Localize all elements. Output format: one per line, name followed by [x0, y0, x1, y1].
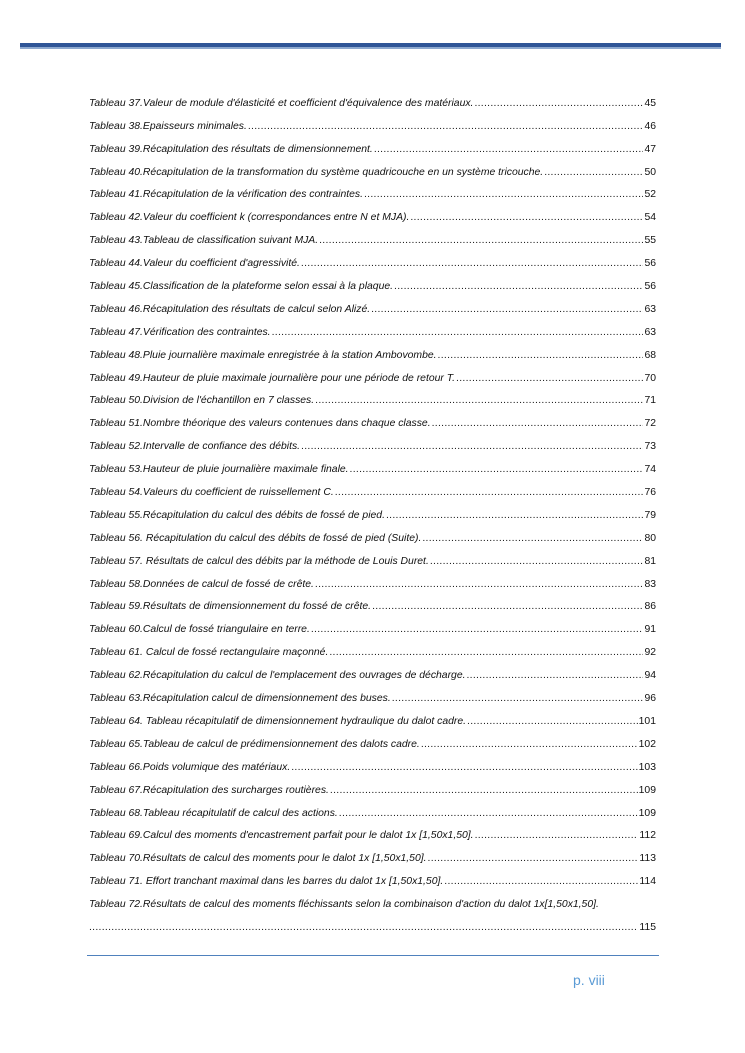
dot-leader	[315, 395, 643, 406]
toc-entry[interactable]	[89, 338, 656, 361]
dot-leader	[315, 579, 644, 590]
toc-entry-page: 45	[644, 97, 656, 109]
toc-entry[interactable]	[89, 658, 656, 681]
toc-entry-page: 76	[644, 487, 656, 499]
toc-entry[interactable]	[89, 773, 656, 796]
toc-entry[interactable]	[89, 178, 656, 201]
footer-rule	[87, 955, 659, 956]
toc-entry-page: 103	[638, 761, 656, 773]
toc-entry-label: Tableau 58.Données de calcul de fossé de crête.	[89, 578, 314, 590]
dot-leader	[430, 556, 644, 567]
toc-entry[interactable]	[89, 544, 656, 567]
dot-leader	[350, 464, 644, 475]
toc-entry-label: Tableau 61. Calcul de fossé rectangulaire maçonné.	[89, 647, 329, 659]
toc-entry-page: 101	[638, 715, 656, 727]
toc-entry-label: Tableau 45.Classification de la plateforme selon essai à la plaque.	[89, 281, 394, 293]
dot-leader	[371, 304, 643, 315]
toc-entry[interactable]	[89, 429, 656, 452]
dot-leader	[467, 716, 638, 727]
toc-entry-page: 74	[644, 464, 656, 476]
toc-entry-label: Tableau 39.Récapitulation des résultats de dimensionnement.	[89, 143, 373, 155]
toc-entry-label: Tableau 66.Poids volumique des matériaux.	[89, 761, 291, 773]
toc-entry-label: Tableau 70.Résultats de calcul des moments pour le dalot 1x [1,50x1,50].	[89, 853, 427, 865]
toc-entry-page: 52	[644, 189, 656, 201]
dot-leader	[394, 281, 643, 292]
toc-entry-label: Tableau 60.Calcul de fossé triangulaire en terre.	[89, 624, 310, 636]
toc-entry[interactable]	[89, 750, 656, 773]
toc-entry[interactable]	[89, 109, 656, 132]
toc-entry-wrapped[interactable]	[89, 887, 656, 910]
dot-leader	[386, 510, 643, 521]
toc-entry-label: Tableau 50.Division de l'échantillon en 7 classes.	[89, 395, 315, 407]
toc-entry-label: Tableau 37.Valeur de module d'élasticité et coefficient d'équivalence des matériaux.	[89, 97, 474, 109]
toc-entry-page: 70	[644, 372, 656, 384]
toc-entry[interactable]	[89, 796, 656, 819]
toc-entry[interactable]	[89, 246, 656, 269]
toc-entry[interactable]	[89, 132, 656, 155]
dot-leader	[372, 601, 643, 612]
dot-leader	[474, 98, 643, 109]
toc-entry-label: Tableau 42.Valeur du coefficient k (correspondances entre N et MJA).	[89, 212, 410, 224]
toc-entry-page: 115	[639, 921, 656, 933]
toc-entry-page: 79	[644, 509, 656, 521]
toc-entry-page: 47	[644, 143, 656, 155]
toc-entry[interactable]	[89, 223, 656, 246]
toc-entry-label: Tableau 49.Hauteur de pluie maximale journalière pour une période de retour T.	[89, 372, 456, 384]
toc-entry-page: 50	[644, 166, 656, 178]
toc-entry-label: Tableau 67.Récapitulation des surcharges routières.	[89, 784, 329, 796]
toc-entry-label: Tableau 38.Epaisseurs minimales.	[89, 120, 247, 132]
dot-leader	[329, 647, 643, 658]
toc-entry-page: 80	[644, 532, 656, 544]
toc-entry-label: Tableau 64. Tableau récapitulatif de dimensionnement hydraulique du dalot cadre.	[89, 715, 467, 727]
toc-entry[interactable]	[89, 612, 656, 635]
dot-leader	[438, 350, 644, 361]
toc-entry-page: 63	[644, 326, 656, 338]
dot-leader	[330, 785, 638, 796]
toc-entry-label: Tableau 56. Récapitulation du calcul des débits de fossé de pied (Suite).	[89, 532, 422, 544]
toc-entry[interactable]	[89, 590, 656, 613]
dot-leader	[335, 487, 644, 498]
toc-entry-label: Tableau 44.Valeur du coefficient d'agressivité.	[89, 258, 300, 270]
dot-leader	[301, 441, 643, 452]
toc-entry[interactable]	[89, 635, 656, 658]
toc-entry-label: Tableau 65.Tableau de calcul de prédimensionnement des dalots cadre.	[89, 738, 420, 750]
toc-entry-page: 114	[639, 876, 656, 888]
toc-entry-label: Tableau 57. Résultats de calcul des débits par la méthode de Louis Duret.	[89, 555, 429, 567]
dot-leader	[291, 762, 637, 773]
toc-entry-label: Tableau 68.Tableau récapitulatif de calcul des actions.	[89, 807, 338, 819]
toc-entry[interactable]	[89, 727, 656, 750]
dot-leader	[339, 808, 638, 819]
toc-entry-continuation	[89, 910, 656, 933]
toc-entry-label: Tableau 69.Calcul des moments d'encastrement parfait pour le dalot 1x [1,50x1,50].	[89, 830, 474, 842]
toc-entry-page: 109	[638, 784, 656, 796]
toc-entry-page: 86	[644, 601, 656, 613]
toc-entry-page: 113	[639, 853, 656, 865]
dot-leader	[432, 418, 644, 429]
toc-entry-label: Tableau 48.Pluie journalière maximale enregistrée à la station Ambovombe.	[89, 349, 437, 361]
toc-entry[interactable]	[89, 864, 656, 887]
toc-entry-label: Tableau 55.Récapitulation du calcul des débits de fossé de pied.	[89, 509, 385, 521]
toc-entry-label: Tableau 43.Tableau de classification suivant MJA.	[89, 235, 319, 247]
toc-entry-page: 56	[644, 258, 656, 270]
dot-leader	[467, 670, 644, 681]
page-number: p. viii	[573, 972, 605, 988]
toc-entry[interactable]	[89, 452, 656, 475]
dot-leader	[392, 693, 644, 704]
toc-entry[interactable]	[89, 819, 656, 842]
dot-leader	[456, 373, 643, 384]
dot-leader	[319, 235, 643, 246]
toc-entry-page: 91	[644, 624, 656, 636]
dot-leader	[421, 739, 638, 750]
dot-leader	[422, 533, 643, 544]
toc-entry[interactable]	[89, 292, 656, 315]
dot-leader	[410, 212, 643, 223]
toc-entry-page: 92	[644, 647, 656, 659]
dot-leader	[544, 167, 643, 178]
toc-entry-page: 72	[644, 418, 656, 430]
toc-entry[interactable]	[89, 155, 656, 178]
toc-entry[interactable]	[89, 269, 656, 292]
toc-entry-page: 73	[644, 441, 656, 453]
toc-entry-page: 96	[644, 693, 656, 705]
toc-entry-label: Tableau 52.Intervalle de confiance des débits.	[89, 441, 301, 453]
header-rule-shadow	[20, 47, 721, 49]
toc-entry[interactable]	[89, 384, 656, 407]
toc-entry-label: Tableau 40.Récapitulation de la transformation du système quadricouche en un système tricouche.	[89, 166, 544, 178]
toc-entry[interactable]	[89, 498, 656, 521]
toc-entry[interactable]	[89, 406, 656, 429]
toc-entry-page: 46	[644, 120, 656, 132]
dot-leader	[248, 121, 644, 132]
dot-leader	[272, 327, 644, 338]
dot-leader	[475, 830, 639, 841]
toc-entry[interactable]	[89, 681, 656, 704]
dot-leader	[444, 876, 638, 887]
toc-entry-page: 112	[639, 830, 656, 842]
dot-leader	[364, 189, 643, 200]
toc-entry-label: Tableau 62.Récapitulation du calcul de l'emplacement des ouvrages de décharge.	[89, 670, 466, 682]
dot-leader	[301, 258, 644, 269]
toc-entry-label: Tableau 54.Valeurs du coefficient de ruissellement C.	[89, 487, 334, 499]
toc-entry-page: 55	[644, 235, 656, 247]
toc-entry-page: 102	[638, 738, 656, 750]
toc-entry-page: 63	[644, 303, 656, 315]
toc-entry-page: 81	[644, 555, 656, 567]
toc-entry-page: 56	[644, 281, 656, 293]
toc-entry-page: 83	[644, 578, 656, 590]
toc-entry[interactable]	[89, 86, 656, 109]
toc-entry[interactable]	[89, 361, 656, 384]
toc-entry-label: Tableau 53.Hauteur de pluie journalière maximale finale.	[89, 464, 349, 476]
dot-leader	[428, 853, 639, 864]
toc-entry-page: 68	[644, 349, 656, 361]
toc-entry-label: Tableau 47.Vérification des contraintes.	[89, 326, 271, 338]
dot-leader	[311, 624, 644, 635]
toc-entry-label: Tableau 51.Nombre théorique des valeurs contenues dans chaque classe.	[89, 418, 431, 430]
toc-entry-page: 71	[644, 395, 656, 407]
list-of-tables	[89, 86, 656, 933]
toc-entry-label: Tableau 71. Effort tranchant maximal dans les barres du dalot 1x [1,50x1,50].	[89, 876, 444, 888]
toc-entry[interactable]	[89, 567, 656, 590]
toc-entry[interactable]	[89, 841, 656, 864]
toc-entry[interactable]	[89, 475, 656, 498]
toc-entry[interactable]	[89, 315, 656, 338]
dot-leader	[89, 922, 638, 933]
toc-entry[interactable]	[89, 200, 656, 223]
toc-entry-page: 109	[638, 807, 656, 819]
toc-entry-page: 94	[644, 670, 656, 682]
toc-entry[interactable]	[89, 521, 656, 544]
toc-entry-label: Tableau 72.Résultats de calcul des moments fléchissants selon la combinaison d'action du dalot 1x[1,50x1,50].	[89, 899, 599, 911]
toc-entry-label: Tableau 63.Récapitulation calcul de dimensionnement des buses.	[89, 693, 391, 705]
toc-entry-page: 54	[644, 212, 656, 224]
toc-entry[interactable]	[89, 704, 656, 727]
toc-entry-label: Tableau 46.Récapitulation des résultats de calcul selon Alizé.	[89, 303, 371, 315]
toc-entry-label: Tableau 59.Résultats de dimensionnement du fossé de crête.	[89, 601, 372, 613]
toc-entry-label: Tableau 41.Récapitulation de la vérification des contraintes.	[89, 189, 363, 201]
dot-leader	[374, 144, 644, 155]
